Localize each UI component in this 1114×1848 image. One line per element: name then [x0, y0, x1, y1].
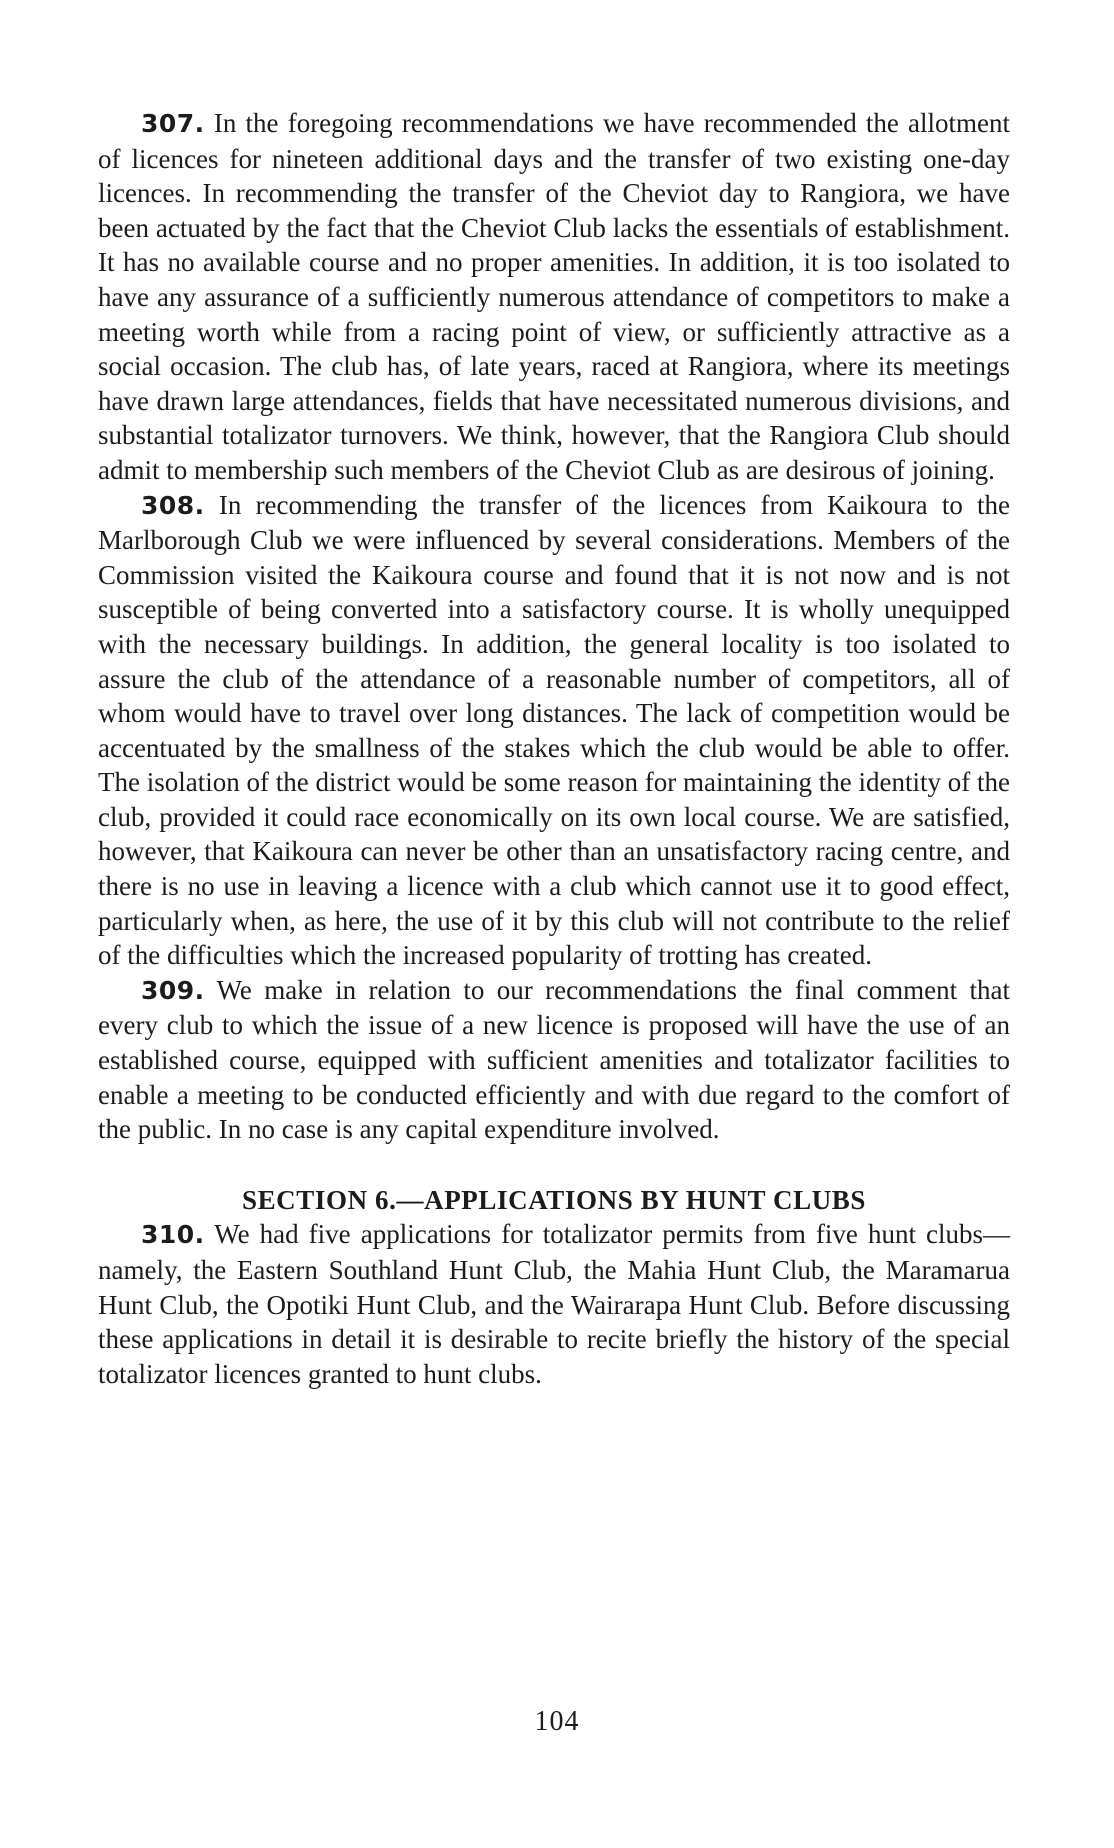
paragraph-309: [98, 973, 1010, 1147]
page-number: 104: [534, 1706, 580, 1737]
paragraph-310: [98, 1217, 1010, 1391]
paragraph-number: 310.: [141, 1220, 205, 1250]
paragraph-number: 309.: [141, 975, 205, 1005]
paragraph-text: We had five applications for totalizator permits from five hunt clubs—namely, the Eastern Southland Hunt Club, the Mahia Hunt Club, the Maramarua Hunt Club, the Opotiki Hunt Club, and the Wairarapa Hunt Club. Before discussing these applications in detail it is desirable to recite briefly the history of the special totalizator licences granted to hunt clubs.: [98, 1219, 1010, 1389]
paragraph-308: [98, 488, 1010, 973]
paragraph-text: In recommending the transfer of the licences from Kaikoura to the Marlborough Club we were influenced by several considerations. Members of the Commission visited the Kaikoura course and found that it is not now and is not susceptible of being converted into a satisfactory course. It is wholly unequipped with the necessary buildings. In addition, the general locality is too isolated to assure the club of the attendance of a reasonable number of competitors, all of whom would have to travel over long distances. The lack of competition would be accentuated by the smallness of the stakes which the club would be able to offer. The isolation of the district would be some reason for maintaining the identity of the club, provided it could race economically on its own local course. We are satisfied, however, that Kaikoura can never be other than an unsatisfactory racing centre, and there is no use in leaving a licence with a club which cannot use it to good effect, particularly when, as here, the use of it by this club will not contribute to the relief of the difficulties which the increased popularity of trotting has created.: [98, 489, 1011, 971]
paragraph-text: We make in relation to our recommendations the final comment that every club to which the issue of a new licence is proposed will have the use of an established course, equipped with sufficient amenities and totalizator facilities to enable a meeting to be conducted efficiently and with due regard to the comfort of the public. In no case is any capital expenditure involved.: [98, 974, 1010, 1145]
paragraph-number: 307.: [141, 109, 205, 138]
paragraph-text: In the foregoing recommendations we have recommended the allotment of licences for nineteen additional days and the transfer of two existing one-day licences. In recommending the transfer of the Cheviot day to Rangiora, we have been actuated by the fact that the Cheviot Club lacks the essentials of establishment. It has no available course and no proper amenities. In addition, it is too isolated to have any assurance of a sufficiently numerous attendance of competitors to make a meeting worth while from a racing point of view, or sufficiently attractive as a social occasion. The club has, of late years, raced at Rangiora, where its meetings have drawn large attendances, fields that have necessitated numerous divisions, and substantial totalizator turnovers. We think, however, that the Rangiora Club should admit to membership such members of the Cheviot Club as are desirous of joining.: [98, 108, 1011, 485]
paragraph-number: 308.: [141, 490, 205, 520]
section-heading: SECTION 6.—APPLICATIONS BY HUNT CLUBS: [241, 1184, 867, 1215]
paragraph-307: [98, 106, 1010, 488]
page-body: [98, 106, 1010, 1391]
